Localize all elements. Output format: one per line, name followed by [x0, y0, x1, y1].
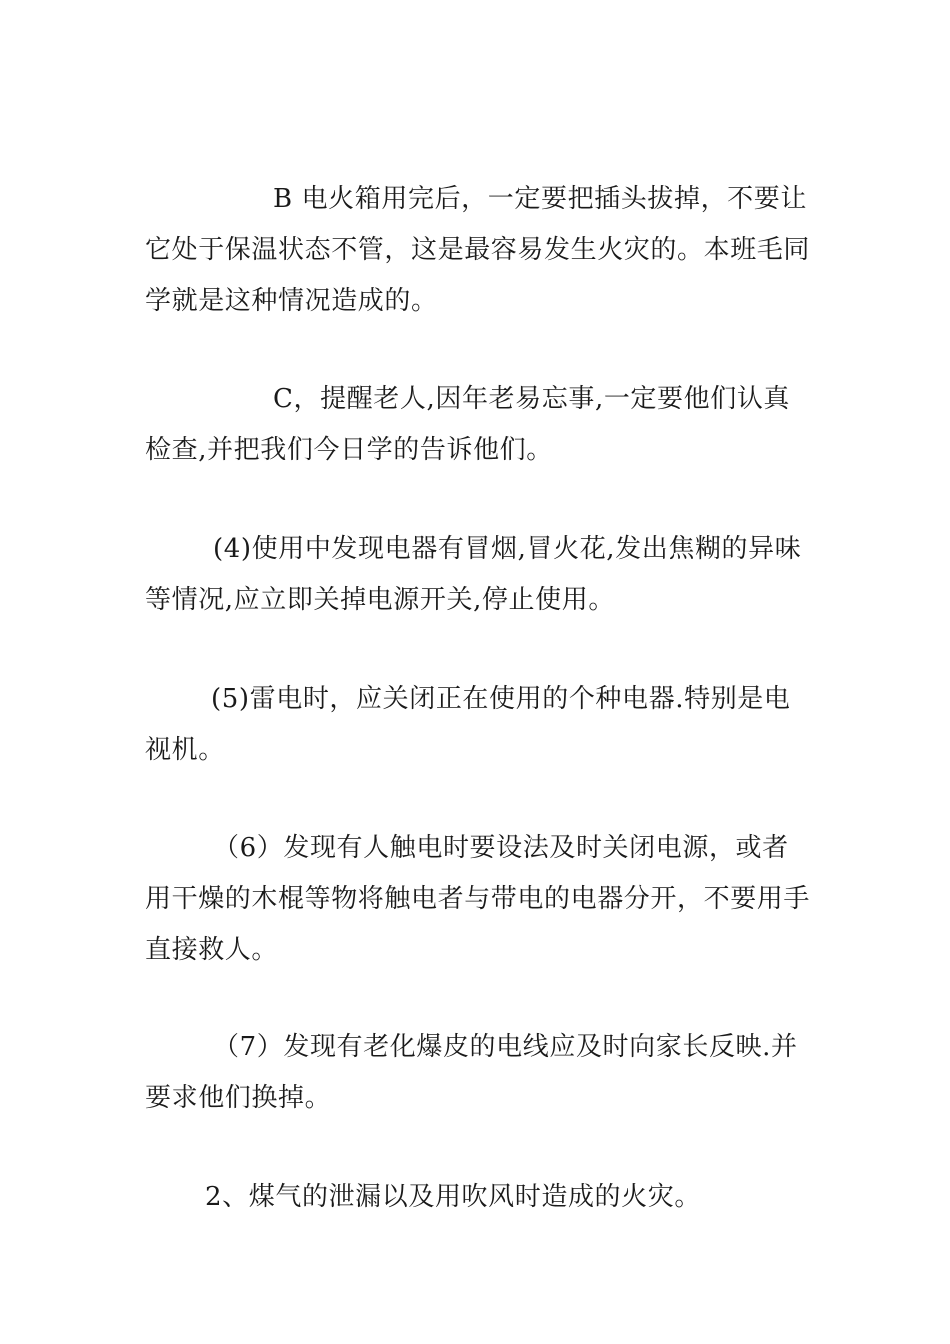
- paragraph-b-heater: B 电火箱用完后，一定要把插头拔掉，不要让它处于保温状态不管，这是最容易发生火灾的。本班毛同学就是这种情况造成的。: [145, 184, 811, 316]
- paragraph-6-electric-shock: （6）发现有人触电时要设法及时关闭电源，或者用干燥的木棍等物将触电者与带电的电器分开，不要用手直接救人。: [145, 833, 811, 965]
- paragraph-7-old-wires: （7）发现有老化爆皮的电线应及时向家长反映.并要求他们换掉。: [145, 1032, 798, 1113]
- paragraph-c-elderly: C，提醒老人,因年老易忘事,一定要他们认真检查,并把我们今日学的告诉他们。: [145, 384, 791, 465]
- paragraph-2-gas-leak: 2、煤气的泄漏以及用吹风时造成的火灾。: [205, 1182, 701, 1212]
- paragraph-5-thunder: (5)雷电时，应关闭正在使用的个种电器.特别是电视机。: [145, 684, 791, 765]
- paragraph-4-smoke: (4)使用中发现电器有冒烟,冒火花,发出焦糊的异味等情况,应立即关掉电源开关,停止使用。: [145, 534, 802, 615]
